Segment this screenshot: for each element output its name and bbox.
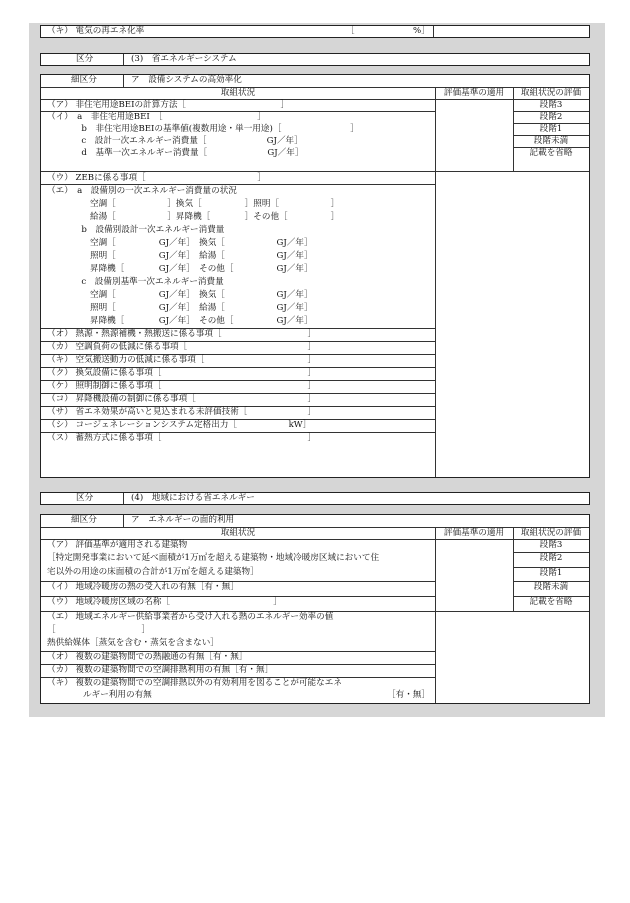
section4-category-label: 区分 — [76, 493, 94, 503]
section3-row-su: （ス） 蓄熱方式に係る事項［ ］ — [47, 433, 317, 443]
section4-col-evaluation: 取組状況の評価 — [520, 528, 582, 538]
renewable-ratio-label: （キ） 電気の再エネ化率 — [47, 26, 145, 36]
renewable-ratio-row — [40, 25, 590, 38]
section4-eval-level-3: 段階3 — [539, 540, 563, 550]
section3-row-e-a2: 給湯［ ］昇降機［ ］その他［ ］ — [47, 212, 340, 222]
section4-category-value: (4) 地域における省エネルギー — [131, 493, 255, 503]
section4-category-row — [40, 492, 590, 505]
section3-row-e-b: b 設備別設計一次エネルギー消費量 — [47, 225, 225, 235]
section3-row-e-c2: 照明［ GJ／年］ 給湯［ GJ／年］ — [47, 303, 313, 313]
section3-row-e-a1: 空調［ ］換気［ ］照明［ ］ — [47, 199, 340, 209]
section3-eval-omitted: 記載を省略 — [529, 148, 573, 158]
section3-eval-level-1: 段階1 — [539, 124, 563, 134]
section3-subcategory-label: 細区分 — [71, 75, 97, 85]
section3-eval-below: 段階未満 — [533, 136, 569, 146]
section3-row-e-a: （エ） a 設備別の一次エネルギー消費量の状況 — [47, 186, 237, 196]
section3-row-ku: （ク） 換気設備に係る事項［ ］ — [47, 368, 317, 378]
section3-row-shi: （シ） コージェネレーションシステム定格出力［ kW］ — [47, 420, 312, 430]
section3-row-ka: （カ） 空調負荷の低減に係る事項［ ］ — [47, 342, 317, 352]
section3-row-i-b: b 非住宅用途BEIの基準値(複数用途・単一用途)［ ］ — [47, 124, 359, 134]
section4-row-ka: （カ） 複数の建築物間での空調排熱利用の有無［有・無］ — [47, 665, 274, 675]
section4-subcategory-label: 細区分 — [71, 515, 97, 525]
section4-eval-level-2: 段階2 — [539, 553, 563, 563]
section3-row-e-c1: 空調［ GJ／年］ 換気［ GJ／年］ — [47, 290, 313, 300]
section3-row-ki: （キ） 空気搬送動力の低減に係る事項［ ］ — [47, 355, 317, 365]
section4-row-a-detail1: ［特定開発事業において延べ面積が1万㎡を超える建築物・地域冷暖房区域において住 — [47, 553, 380, 563]
section3-row-e-b3: 昇降機［ GJ／年］ その他［ GJ／年］ — [47, 264, 313, 274]
section4-row-u: （ウ） 地域冷暖房区域の名称［ ］ — [47, 597, 282, 607]
section3-row-u: （ウ） ZEBに係る事項［ ］ — [47, 173, 266, 183]
section4-col-applied: 評価基準の適用 — [443, 528, 505, 538]
section4-eval-omitted: 記載を省略 — [529, 597, 573, 607]
section4-row-ki-choice: ［有・無］ — [387, 690, 430, 700]
section3-eval-level-2: 段階2 — [539, 112, 563, 122]
section3-row-i-d: d 基準一次エネルギー消費量［ GJ／年］ — [47, 148, 304, 158]
renewable-ratio-bracket: ［ — [346, 26, 355, 36]
section3-subcategory-value: ア 設備システムの高効率化 — [131, 75, 242, 85]
section4-eval-below: 段階未満 — [533, 582, 569, 592]
section4-row-e-value: ［ ］ — [47, 625, 151, 635]
section4-row-i: （イ） 地域冷暖房の熱の受入れの有無［有・無］ — [47, 582, 239, 592]
section3-eval-level-3: 段階3 — [539, 100, 563, 110]
section3-table — [40, 74, 590, 478]
section3-row-e-b1: 空調［ GJ／年］ 換気［ GJ／年］ — [47, 238, 313, 248]
section4-row-e: （エ） 地域エネルギー供給事業者から受け入れる熱のエネルギー効率の値 — [47, 612, 334, 622]
section4-row-a: （ア） 評価基準が適用される建築物 — [47, 540, 188, 550]
section3-col-status: 取組状況 — [220, 88, 256, 98]
section3-row-a: （ア） 非住宅用途BEIの計算方法［ ］ — [47, 100, 290, 110]
section3-row-e-c: c 設備別基準一次エネルギー消費量 — [47, 277, 224, 287]
section3-category-label: 区分 — [76, 54, 94, 64]
form-sheet — [29, 23, 605, 717]
section3-col-evaluation: 取組状況の評価 — [520, 88, 582, 98]
section4-subcategory-value: ア エネルギーの面的利用 — [131, 515, 235, 525]
section3-row-sa: （サ） 省エネ効果が高いと見込まれる未評価技術［ ］ — [47, 407, 317, 417]
section3-col-applied: 評価基準の適用 — [443, 88, 505, 98]
section3-row-e-b2: 照明［ GJ／年］ 給湯［ GJ／年］ — [47, 251, 313, 261]
section3-row-e-c3: 昇降機［ GJ／年］ その他［ GJ／年］ — [47, 316, 313, 326]
section3-row-o: （オ） 熱源・熱源補機・熱搬送に係る事項［ ］ — [47, 329, 317, 339]
section4-table — [40, 514, 590, 704]
section4-row-ki: （キ） 複数の建築物間での空調排熱以外の有効利用を図ることが可能なエネ — [47, 678, 342, 688]
section4-row-a-detail2: 宅以外の用途の床面積の合計が1万㎡を超える建築物］ — [47, 567, 259, 577]
section3-row-i-a: （イ） a 非住宅用途BEI ［ ］ — [47, 112, 266, 122]
section3-category-value: (3) 省エネルギーシステム — [131, 54, 237, 64]
section3-row-ke: （ケ） 照明制御に係る事項［ ］ — [47, 381, 317, 391]
section3-category-row — [40, 53, 590, 66]
section4-eval-level-1: 段階1 — [539, 568, 563, 578]
section4-row-o: （オ） 複数の建築物間での熱融通の有無［有・無］ — [47, 652, 248, 662]
section4-row-e-medium: 熱供給媒体［蒸気を含む・蒸気を含まない］ — [47, 638, 219, 648]
section3-row-ko: （コ） 昇降機設備の制御に係る事項［ ］ — [47, 394, 317, 404]
section4-row-ki-cont: ルギー利用の有無 — [83, 690, 152, 700]
section4-col-status: 取組状況 — [220, 528, 256, 538]
section3-row-i-c: c 設計一次エネルギー消費量［ GJ／年］ — [47, 136, 303, 146]
renewable-ratio-suffix: %］ — [413, 26, 430, 36]
